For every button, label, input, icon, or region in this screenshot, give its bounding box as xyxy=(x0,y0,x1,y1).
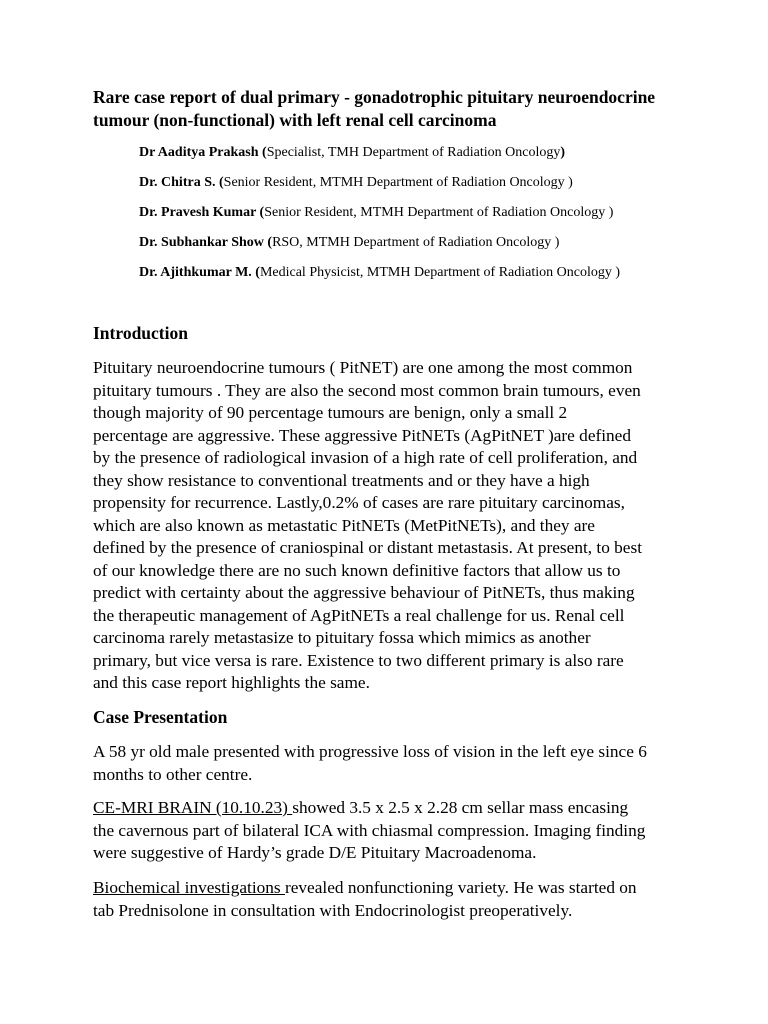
text-line: percentage are aggressive. These aggressive PitNETs (AgPitNET )are defined xyxy=(93,425,631,445)
text-line: were suggestive of Hardy’s grade D/E Pituitary Macroadenoma. xyxy=(93,843,537,862)
text-line: months to other centre. xyxy=(93,764,253,784)
author-name: Dr. Pravesh Kumar ( xyxy=(139,205,265,220)
text-line xyxy=(93,797,683,820)
document-title: Rare case report of dual primary - gonadotrophic pituitary neuroendocrine tumour (non-functional) with left renal cell carcinoma xyxy=(93,87,656,130)
text-run: showed 3.5 x 2.5 x 2.28 cm sellar mass encasing xyxy=(292,798,629,817)
text-line: defined by the presence of craniospinal or distant metastasis. At present, to best xyxy=(93,538,643,557)
author-line xyxy=(139,173,739,203)
mri-label: CE-MRI BRAIN (10.10.23) xyxy=(93,798,293,817)
author-line xyxy=(139,203,739,233)
text-line: of our knowledge there are no such known definitive factors that allow us to xyxy=(93,560,621,580)
author-name: Dr. Chitra S. ( xyxy=(139,175,224,190)
author-affiliation: Specialist, TMH Department of Radiation Oncology xyxy=(266,145,561,160)
text-line: carcinoma rarely metastasize to pituitary fossa which mimics as another xyxy=(93,628,591,647)
text-line: predict with certainty about the aggressive behaviour of PitNETs, thus making xyxy=(93,583,635,602)
text-line: though majority of 90 percentage tumours are benign, only a small 2 xyxy=(93,403,568,422)
author-line xyxy=(139,143,739,173)
author-list xyxy=(139,143,739,293)
case-paragraph-biochemical xyxy=(93,877,683,922)
biochemical-label: Biochemical investigations xyxy=(93,878,285,897)
text-line: A 58 yr old male presented with progressive loss of vision in the left eye since 6 xyxy=(93,742,647,761)
author-name: Dr Aaditya Prakash ( xyxy=(139,145,267,160)
author-affiliation: Senior Resident, MTMH Department of Radiation Oncology ) xyxy=(223,175,573,190)
text-line: pituitary tumours . They are also the second most common brain tumours, even xyxy=(93,380,641,400)
text-line: tab Prednisolone in consultation with Endocrinologist preoperatively. xyxy=(93,900,573,920)
text-line: and this case report highlights the same. xyxy=(93,673,370,692)
author-affiliation: Senior Resident, MTMH Department of Radiation Oncology ) xyxy=(264,205,614,220)
text-line: which are also known as metastatic PitNETs (MetPitNETs), and they are xyxy=(93,515,595,535)
text-line: they show resistance to conventional treatments and or they have a high xyxy=(93,470,590,490)
introduction-paragraph xyxy=(93,357,683,695)
text-line: the therapeutic management of AgPitNETs a real challenge for us. Renal cell xyxy=(93,605,625,625)
author-affiliation: RSO, MTMH Department of Radiation Oncology ) xyxy=(272,235,560,250)
case-paragraph-presentation xyxy=(93,741,683,786)
case-presentation-heading: Case Presentation xyxy=(93,707,228,727)
text-line: Pituitary neuroendocrine tumours ( PitNET) are one among the most common xyxy=(93,358,633,377)
case-paragraph-mri xyxy=(93,797,683,865)
text-line: primary, but vice versa is rare. Existence to two different primary is also rare xyxy=(93,650,624,670)
text-line: propensity for recurrence. Lastly,0.2% of cases are rare pituitary carcinomas, xyxy=(93,493,625,512)
author-name: Dr. Ajithkumar M. ( xyxy=(139,265,260,280)
author-close-paren: ) xyxy=(560,145,566,160)
author-line xyxy=(139,233,739,263)
text-line: by the presence of radiological invasion of a high rate of cell proliferation, and xyxy=(93,448,638,467)
text-line xyxy=(93,877,683,900)
introduction-heading: Introduction xyxy=(93,323,188,343)
text-line: the cavernous part of bilateral ICA with chiasmal compression. Imaging finding xyxy=(93,820,646,840)
author-line xyxy=(139,263,739,293)
author-name: Dr. Subhankar Show ( xyxy=(139,235,273,250)
text-run: revealed nonfunctioning variety. He was started on xyxy=(284,878,637,897)
author-affiliation: Medical Physicist, MTMH Department of Radiation Oncology ) xyxy=(259,265,621,280)
